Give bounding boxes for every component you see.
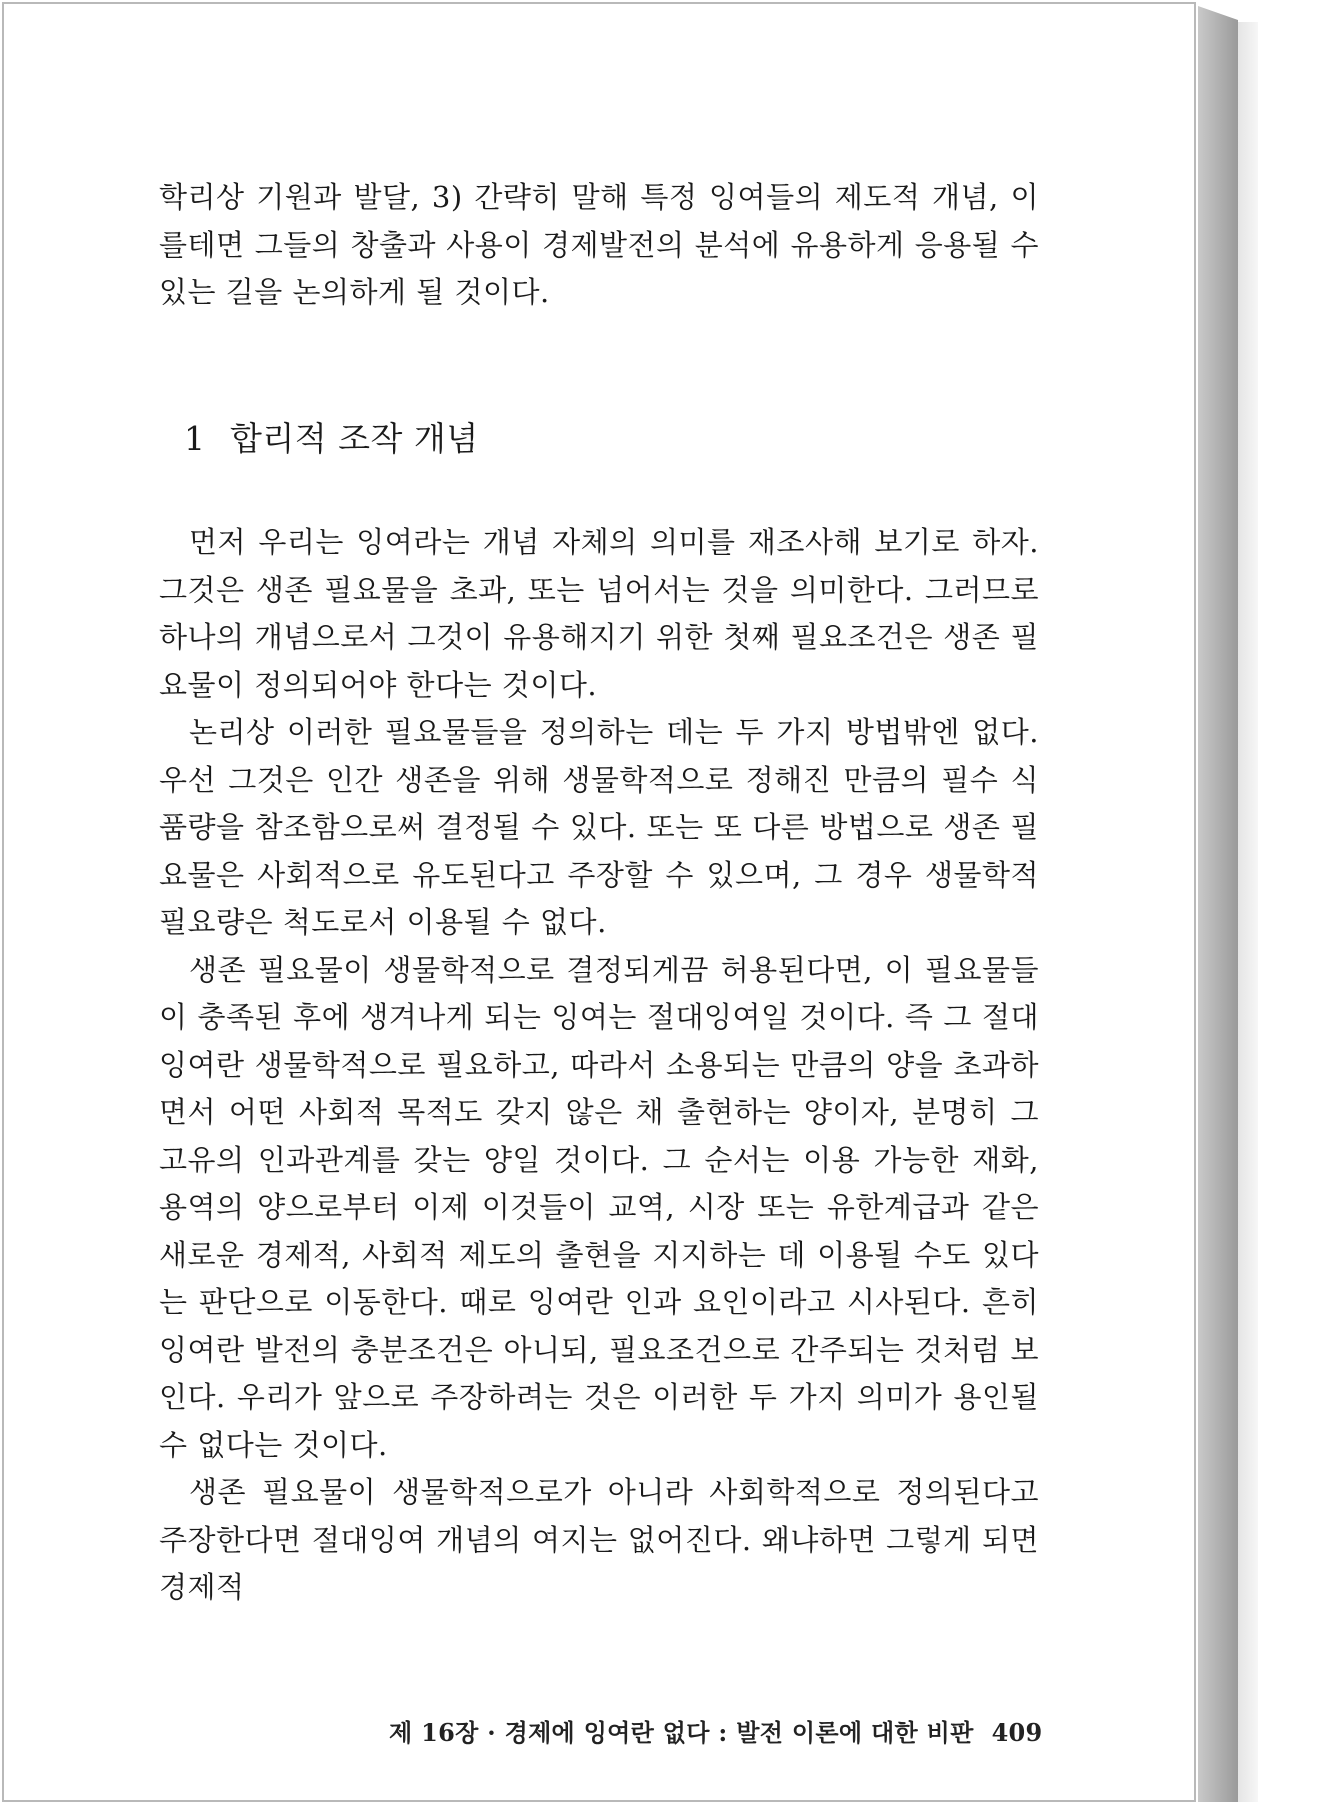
section-title: 합리적 조작 개념 [230, 419, 479, 458]
body-text [159, 519, 1039, 1612]
page-number: 409 [991, 1718, 1043, 1747]
intro-paragraph-block [159, 174, 1039, 317]
paragraph: 논리상 이러한 필요물들을 정의하는 데는 두 가지 방법밖엔 없다. 우선 그것은 인간 생존을 위해 생물학적으로 정해진 만큼의 필수 식품량을 참조함으로써 결정될 수 있다. 또는 또 다른 방법으로 생존 필요물은 사회적으로 유도된다고 주장할 수 있으며, 그 경우 생물학적 필요량은 척도로서 이용될 수 없다. [159, 715, 1039, 939]
intro-paragraph: 학리상 기원과 발달, 3) 간략히 말해 특정 잉여들의 제도적 개념, 이를테면 그들의 창출과 사용이 경제발전의 분석에 유용하게 응용될 수 있는 길을 논의하게 될 것이다. [159, 180, 1039, 309]
page-footer [389, 1718, 1043, 1748]
section-number: 1 [184, 419, 206, 458]
section-heading [184, 419, 479, 459]
paragraph: 먼저 우리는 잉여라는 개념 자체의 의미를 재조사해 보기로 하자. 그것은 생존 필요물을 초과, 또는 넘어서는 것을 의미한다. 그러므로 하나의 개념으로서 그것이 유용해지기 위한 첫째 필요조건은 생존 필요물이 정의되어야 한다는 것이다. [159, 525, 1039, 702]
page-stack-shadow [1238, 22, 1258, 1802]
book-page [2, 2, 1196, 1802]
page-stack-edge [1198, 6, 1238, 1802]
paragraph: 생존 필요물이 생물학적으로가 아니라 사회학적으로 정의된다고 주장한다면 절대잉여 개념의 여지는 없어진다. 왜냐하면 그렇게 되면 경제적 [159, 1475, 1039, 1604]
running-title: 제 16장 · 경제에 잉여란 없다 : 발전 이론에 대한 비판 [389, 1718, 974, 1747]
paragraph: 생존 필요물이 생물학적으로 결정되게끔 허용된다면, 이 필요물들이 충족된 후에 생겨나게 되는 잉여는 절대잉여일 것이다. 즉 그 절대잉여란 생물학적으로 필요하고, 따라서 소용되는 만큼의 양을 초과하면서 어떤 사회적 목적도 갖지 않은 채 출현하는 양이자, 분명히 그 고유의 인과관계를 갖는 양일 것이다. 그 순서는 이용 가능한 재화, 용역의 양으로부터 이제 이것들이 교역, 시장 또는 유한계급과 같은 새로운 경제적, 사회적 제도의 출현을 지지하는 데 이용될 수도 있다는 판단으로 이동한다. 때로 잉여란 인과 요인이라고 시사된다. 흔히 잉여란 발전의 충분조건은 아니되, 필요조건으로 간주되는 것처럼 보인다. 우리가 앞으로 주장하려는 것은 이러한 두 가지 의미가 용인될 수 없다는 것이다. [159, 952, 1039, 1462]
